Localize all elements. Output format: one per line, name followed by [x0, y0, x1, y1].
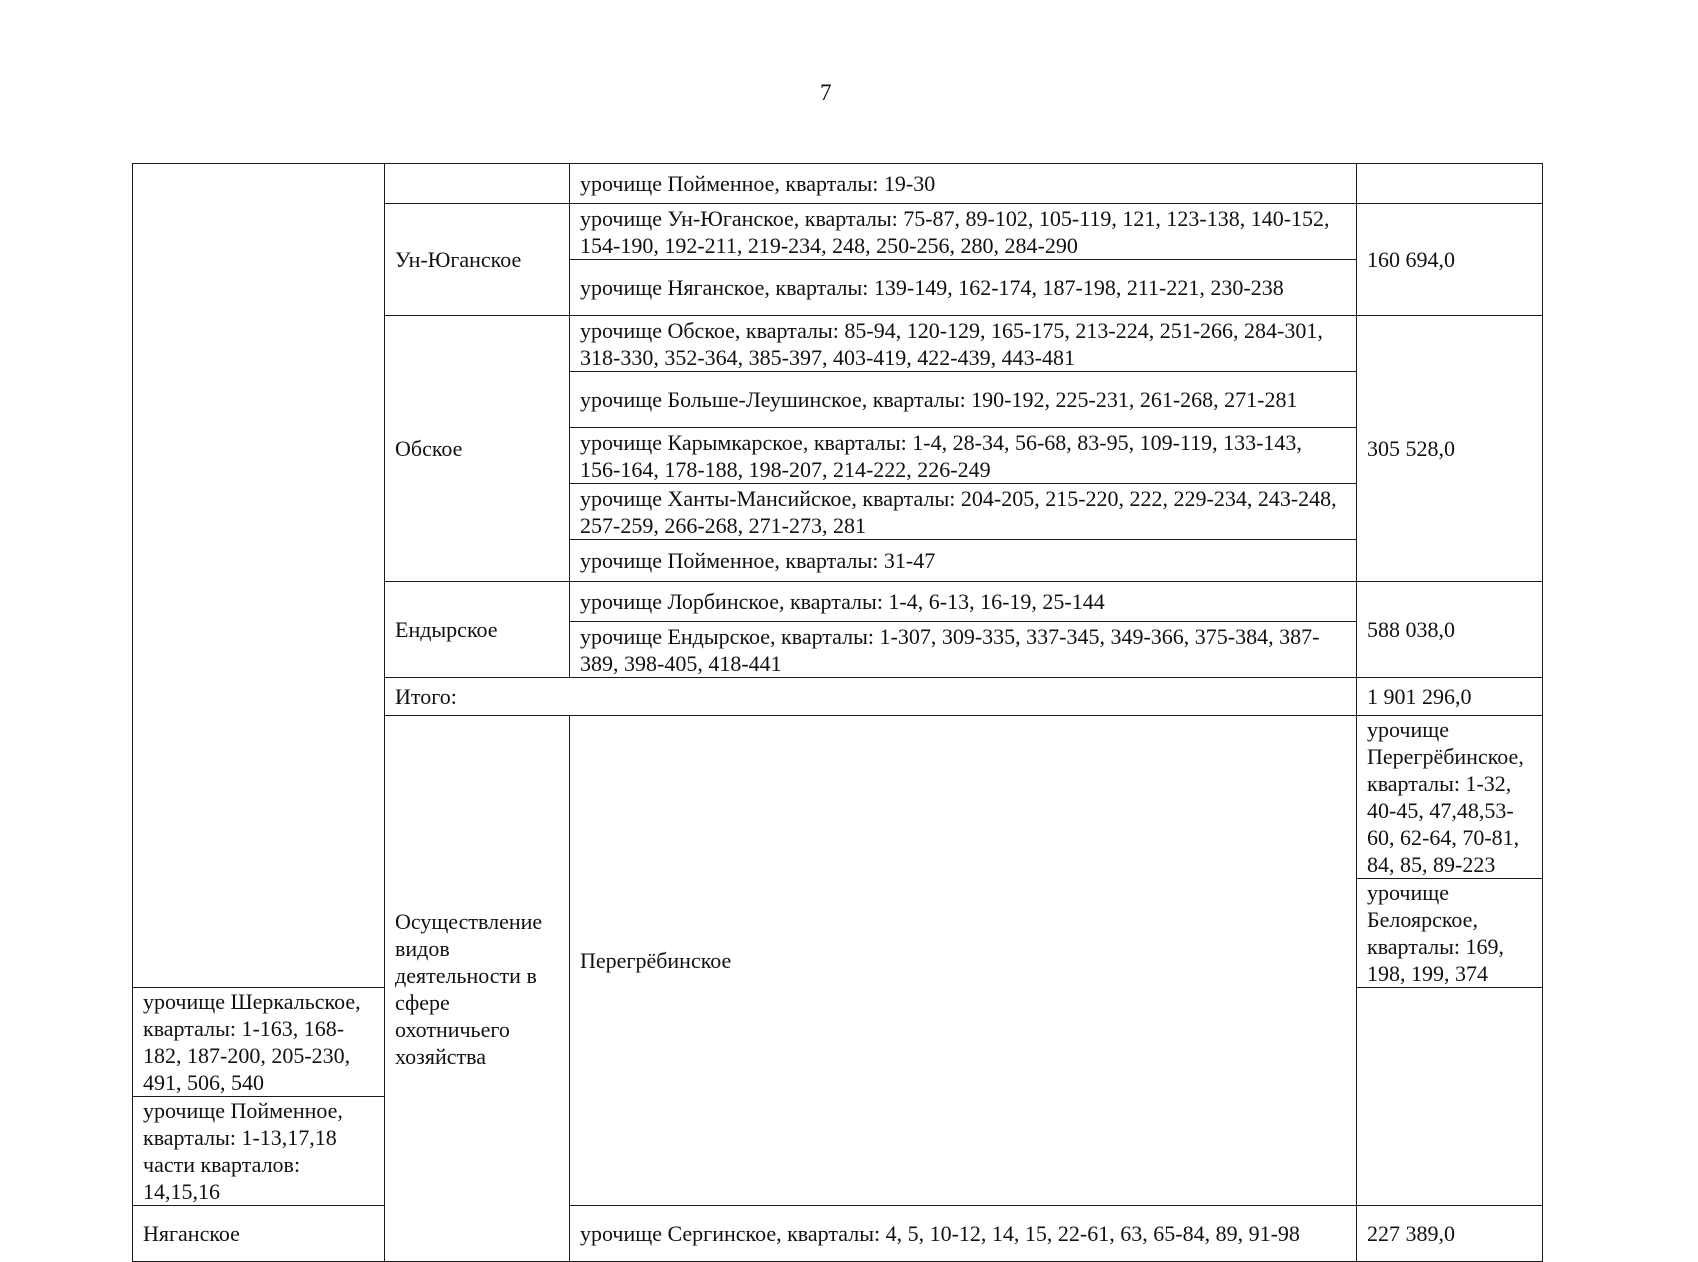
total-value: 1 901 296,0: [1357, 678, 1543, 716]
area-cell-empty: [1357, 164, 1543, 204]
tract-line: урочище Пойменное, кварталы: 1-13,17,18: [143, 1098, 343, 1150]
district-cell-empty: [385, 164, 570, 204]
activity-cell: [133, 164, 385, 988]
tract-cell: урочище Шеркальское, кварталы: 1-163, 168-182, 187-200, 205-230, 491, 506, 540: [133, 988, 385, 1097]
tract-cell: урочище Сергинское, кварталы: 4, 5, 10-12, 14, 15, 22-61, 63, 65-84, 89, 91-98: [570, 1206, 1357, 1262]
activity-cell: Осуществление видов деятельности в сфере охотничьего хозяйства: [385, 716, 570, 1262]
district-name: Няганское: [133, 1206, 385, 1262]
tract-cell: урочище Перегрёбинское, кварталы: 1-32, 40-45, 47,48,53-60, 62-64, 70-81, 84, 85, 89-223: [1357, 716, 1543, 879]
tract-cell: урочище Пойменное, кварталы: 31-47: [570, 540, 1357, 582]
tract-cell: урочище Няганское, кварталы: 139-149, 162-174, 187-198, 211-221, 230-238: [570, 260, 1357, 316]
district-name: Ендырское: [385, 582, 570, 678]
tract-cell: урочище Больше-Леушинское, кварталы: 190-192, 225-231, 261-268, 271-281: [570, 372, 1357, 428]
hunting-grounds-table: [132, 163, 1543, 1262]
tract-cell: [133, 1097, 385, 1206]
tract-cell: урочище Пойменное, кварталы: 19-30: [570, 164, 1357, 204]
district-area: 305 528,0: [1357, 316, 1543, 582]
district-name: Перегрёбинское: [570, 716, 1357, 1206]
district-area: 588 038,0: [1357, 582, 1543, 678]
tract-cell: урочище Ханты-Мансийское, кварталы: 204-205, 215-220, 222, 229-234, 243-248, 257-259, 266-268, 271-273, 281: [570, 484, 1357, 540]
district-name: Обское: [385, 316, 570, 582]
district-area: 160 694,0: [1357, 204, 1543, 316]
tract-cell: урочище Ун-Юганское, кварталы: 75-87, 89-102, 105-119, 121, 123-138, 140-152, 154-190, 192-211, 219-234, 248, 250-256, 280, 284-290: [570, 204, 1357, 260]
district-name: Ун-Юганское: [385, 204, 570, 316]
tract-cell: урочище Обское, кварталы: 85-94, 120-129, 165-175, 213-224, 251-266, 284-301, 318-330, 352-364, 385-397, 403-419, 422-439, 443-481: [570, 316, 1357, 372]
tract-cell: урочище Ендырское, кварталы: 1-307, 309-335, 337-345, 349-366, 375-384, 387-389, 398-405, 418-441: [570, 622, 1357, 678]
district-area: 227 389,0: [1357, 1206, 1543, 1262]
tract-cell: урочище Карымкарское, кварталы: 1-4, 28-34, 56-68, 83-95, 109-119, 133-143, 156-164, 178-188, 198-207, 214-222, 226-249: [570, 428, 1357, 484]
tract-cell: урочище Лорбинское, кварталы: 1-4, 6-13, 16-19, 25-144: [570, 582, 1357, 622]
total-label: Итого:: [385, 678, 1357, 716]
table-row: [133, 164, 1543, 204]
page-number: 7: [820, 80, 832, 105]
tract-cell: урочище Белоярское, кварталы: 169, 198, 199, 374: [1357, 879, 1543, 988]
table-row: [133, 1206, 1543, 1262]
tract-partial-line: части кварталов: 14,15,16: [143, 1152, 301, 1204]
